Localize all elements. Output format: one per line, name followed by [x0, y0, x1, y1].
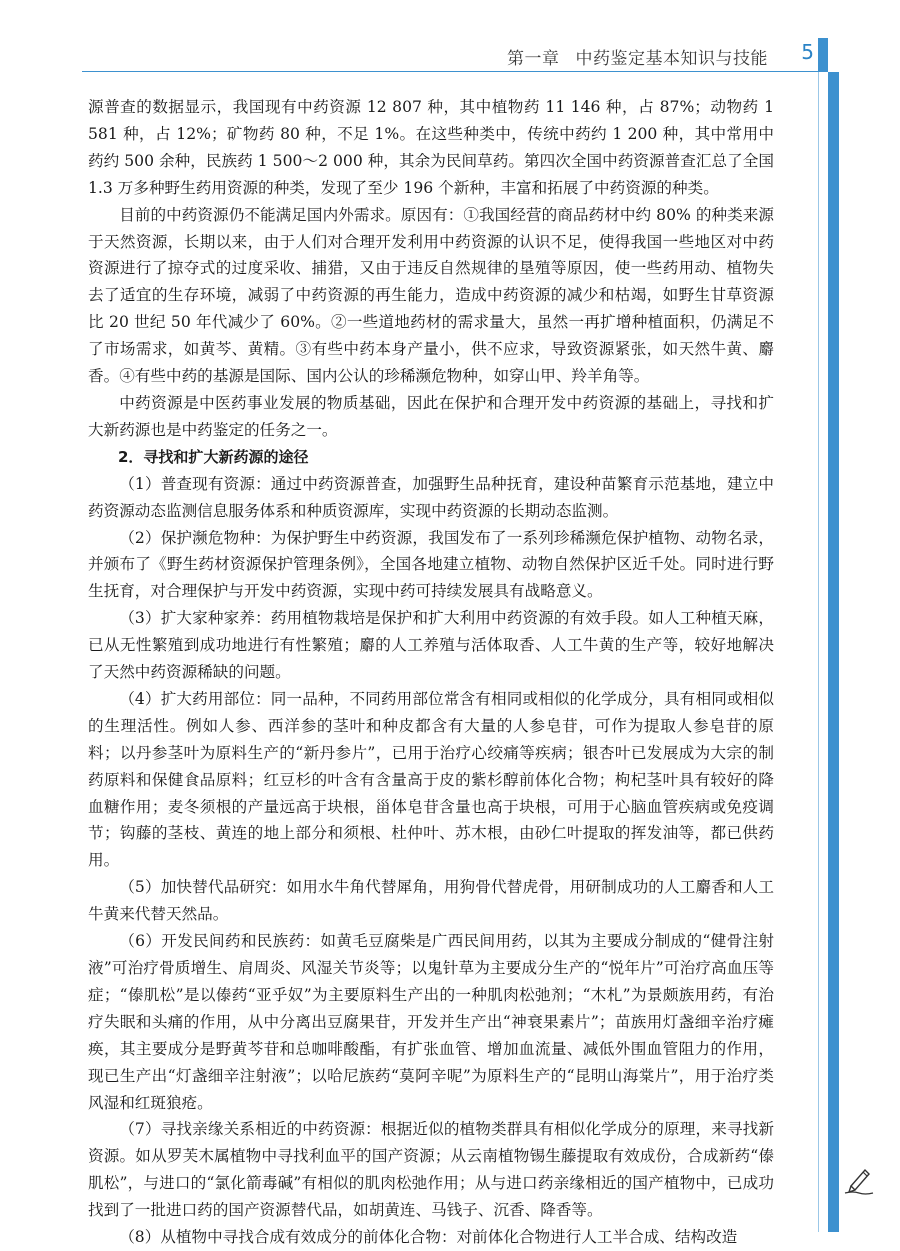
list-item: （6）开发民间药和民族药：如黄毛豆腐柴是广西民间用药，以其为主要成分制成的“健骨注射液”可治疗骨质增生、肩周炎、风湿关节炎等；以鬼针草为主要成分生产的“悦年片”可治疗高血压等症；“傣肌松”是以傣药“亚乎奴”为主要原料生产出的一种肌肉松弛剂；“木札”为景颇族用药，有治疗失眠和头痛的作用，从中分离出豆腐果苷，开发并生产出“神衰果素片”；苗族用灯盏细辛治疗瘫痪，其主要成分是野黄芩苷和总咖啡酸酯，有扩张血管、增加血流量、减低外围血管阻力的作用，现已生产出“灯盏细辛注射液”；以哈尼族药“莫阿辛呢”为原料生产的“昆明山海棠片”，用于治疗类风湿和红斑狼疮。 [88, 932, 774, 1112]
list-item: （4）扩大药用部位：同一品种，不同药用部位常含有相同或相似的化学成分，具有相同或相似的生理活性。例如人参、西洋参的茎叶和种皮都含有大量的人参皂苷，可作为提取人参皂苷的原料；以丹参茎叶为原料生产的“新丹参片”，已用于治疗心绞痛等疾病；银杏叶已发展成为大宗的制药原料和保健食品原料；红豆杉的叶含有含量高于皮的紫杉醇前体化合物；枸杞茎叶具有较好的降血糖作用；麦冬须根的产量远高于块根，甾体皂苷含量也高于块根，可用于心脑血管疾病或免疫调节；钩藤的茎枝、黄连的地上部分和须根、杜仲叶、苏木根，由砂仁叶提取的挥发油等，都已供药用。 [88, 689, 774, 870]
list-item: （7）寻找亲缘关系相近的中药资源：根据近似的植物类群具有相似化学成分的原理，来寻找新资源。如从罗芙木属植物中寻找利血平的国产资源；从云南植物锡生藤提取有效成份，合成新药“傣肌松”，与进口的“氯化箭毒碱”有相似的肌肉松弛作用；从与进口药亲缘相近的国产植物中，已成功找到了一批进口药的国产资源替代品，如胡黄连、马钱子、沉香、降香等。 [88, 1120, 774, 1220]
header-accent-block [818, 38, 828, 72]
list-item: （2）保护濒危物种：为保护野生中药资源，我国发布了一系列珍稀濒危保护植物、动物名录，并颁布了《野生药材资源保护管理条例》，全国各地建立植物、动物自然保护区近千处。同时进行野生抚育，对合理保护与开发中药资源，实现中药可持续发展具有战略意义。 [88, 528, 774, 601]
paragraph-foundation: 中药资源是中医药事业发展的物质基础，因此在保护和合理开发中药资源的基础上，寻找和扩大新药源也是中药鉴定的任务之一。 [88, 393, 774, 439]
paragraph-continued: 源普查的数据显示，我国现有中药资源 12 807 种，其中植物药 11 146 种，占 87%；动物药 1 581 种，占 12%；矿物药 80 种，不足 1%。在这些种类中，传统中药约 1 200 种，其中常用中药约 500 余种，民族药 1 500～2 000 种，其余为民间草药。第四次全国中药资源普查汇总了全国 1.3 万多种野生药用资源的种类，发现了至少 196 个新种，丰富和拓展了中药资源的种类。 [88, 98, 774, 197]
list-item: （8）从植物中寻找合成有效成分的前体化合物：对前体化合物进行人工半合成、结构改造 [119, 1228, 738, 1247]
side-accent-bar [828, 72, 839, 1232]
chapter-label: 第一章 [507, 49, 560, 69]
list-item: （3）扩大家种家养：药用植物栽培是保护和扩大利用中药资源的有效手段。如人工种植天麻，已从无性繁殖到成功地进行有性繁殖；麝的人工养殖与活体取香、人工牛黄的生产等，较好地解决了天然中药资源稀缺的问题。 [88, 609, 774, 682]
list-item: （5）加快替代品研究：如用水牛角代替犀角，用狗骨代替虎骨，用研制成功的人工麝香和人工牛黄来代替天然品。 [88, 878, 774, 924]
running-head [507, 44, 768, 69]
paragraph-demand: 目前的中药资源仍不能满足国内外需求。原因有：①我国经营的商品药材中约 80% 的种类来源于天然资源，长期以来，由于人们对合理开发利用中药资源的认识不足，使得我国一些地区对中药资源进行了掠夺式的过度采收、捕猎，又由于违反自然规律的垦殖等原因，使一些药用动、植物失去了适宜的生存环境，减弱了中药资源的再生能力，造成中药资源的减少和枯竭，如野生甘草资源比 20 世纪 50 年代减少了 60%。②一些道地药材的需求量大，虽然一再扩增种植面积，仍满足不了市场需求，如黄芩、黄精。③有些中药本身产量小，供不应求，导致资源紧张，如天然牛黄、麝香。④有些中药的基源是国际、国内公认的珍稀濒危物种，如穿山甲、羚羊角等。 [88, 205, 774, 386]
page-body [88, 94, 774, 1251]
pen-icon [843, 1166, 875, 1196]
page-number: 5 [801, 40, 814, 64]
margin-line [818, 72, 819, 1232]
chapter-title: 中药鉴定基本知识与技能 [575, 49, 768, 69]
header-rule [82, 71, 818, 72]
section-heading: 2．寻找和扩大新药源的途径 [118, 447, 309, 466]
page-header [0, 38, 900, 72]
list-item: （1）普查现有资源：通过中药资源普查，加强野生品种抚育，建设种苗繁育示范基地，建立中药资源动态监测信息服务体系和种质资源库，实现中药资源的长期动态监测。 [88, 474, 774, 520]
